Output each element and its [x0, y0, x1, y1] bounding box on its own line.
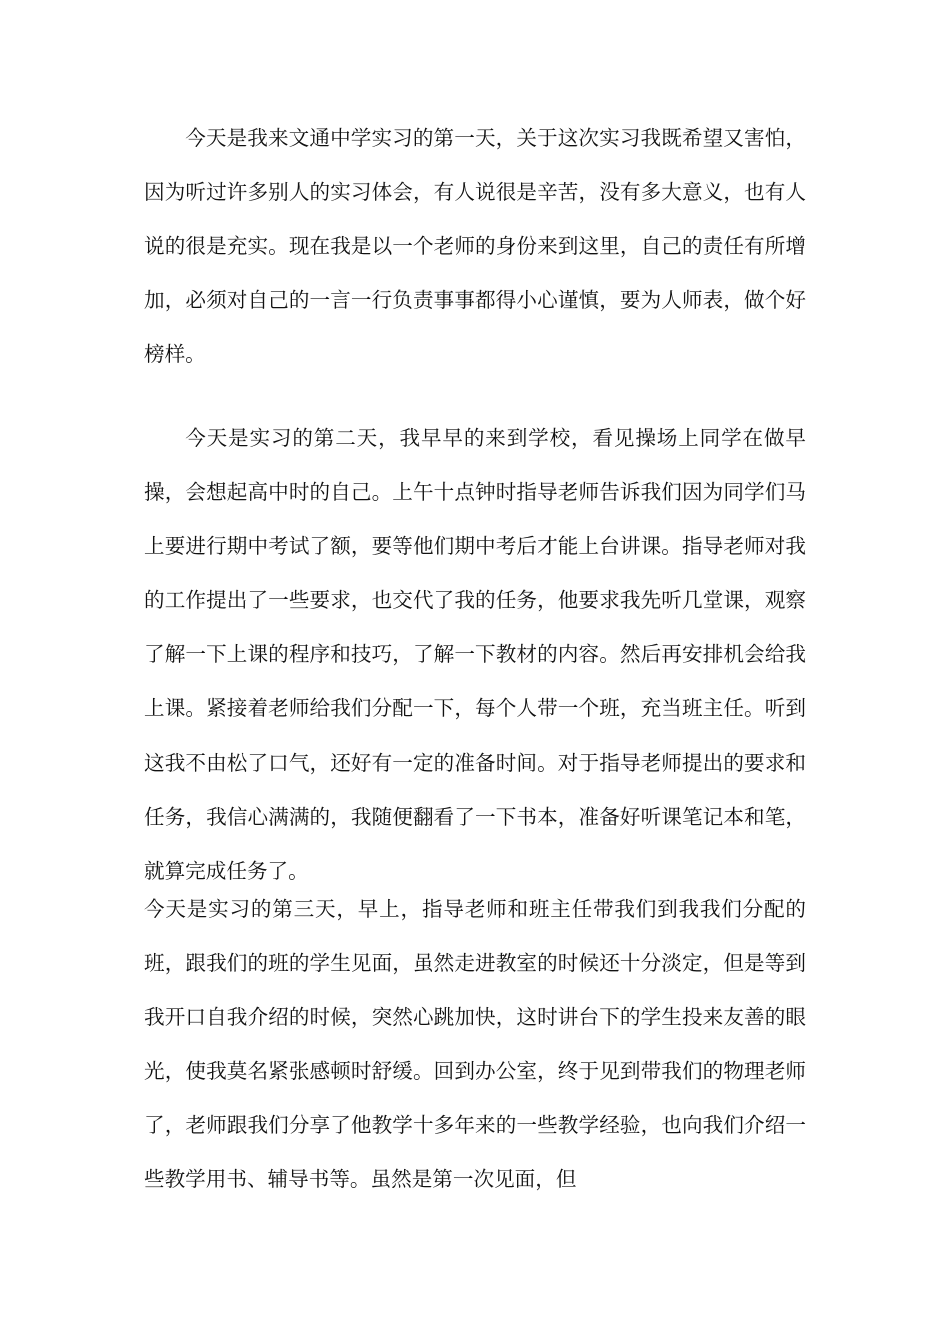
- paragraph-day-three: 今天是实习的第三天，早上，指导老师和班主任带我们到我我们分配的班，跟我们的班的学生见面，虽然走进教室的时候还十分淡定，但是等到我开口自我介绍的时候，突然心跳加快，这时讲台下的学生投来友善的眼光，使我莫名紧张感顿时舒缓。回到办公室，终于见到带我们的物理老师了，老师跟我们分享了他教学十多年来的一些教学经验，也向我们介绍一些教学用书、辅导书等。虽然是第一次见面，但: [144, 897, 806, 1192]
- paragraph-day-one: 今天是我来文通中学实习的第一天，关于这次实习我既希望又害怕，因为听过许多别人的实习体会，有人说很是辛苦，没有多大意义，也有人说的很是充实。现在我是以一个老师的身份来到这里，自己的责任有所增加，必须对自己的一言一行负责事事都得小心谨慎，要为人师表，做个好榜样。: [144, 126, 806, 367]
- paragraph-day-two: 今天是实习的第二天，我早早的来到学校，看见操场上同学在做早操，会想起高中时的自己。上午十点钟时指导老师告诉我们因为同学们马上要进行期中考试了额，要等他们期中考后才能上台讲课。指导老师对我的工作提出了一些要求，也交代了我的任务，他要求我先听几堂课，观察了解一下上课的程序和技巧，了解一下教材的内容。然后再安排机会给我上课。紧接着老师给我们分配一下，每个人带一个班，充当班主任。听到这我不由松了口气，还好有一定的准备时间。对于指导老师提出的要求和任务，我信心满满的，我随便翻看了一下书本，准备好听课笔记本和笔，就算完成任务了。: [144, 426, 806, 883]
